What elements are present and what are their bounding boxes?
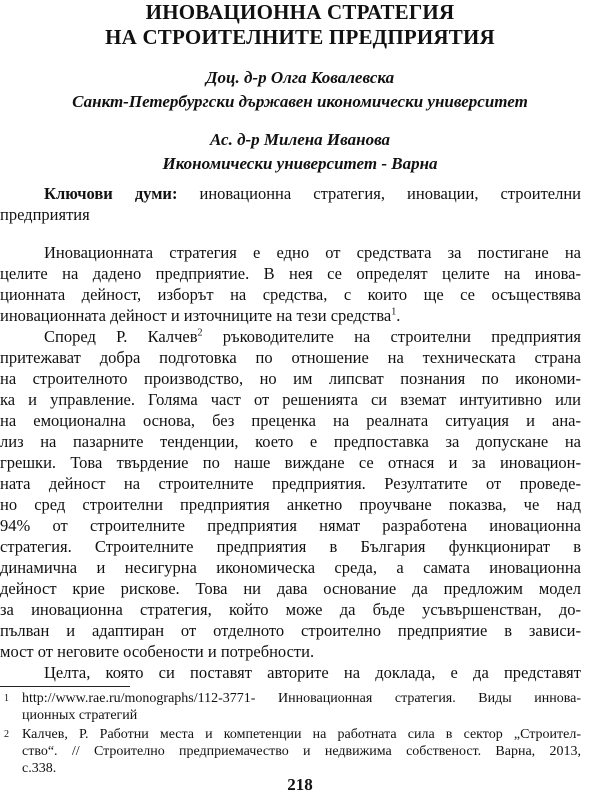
title-line-2: НА СТРОИТЕЛНИТЕ ПРЕДПРИЯТИЯ [105, 25, 495, 49]
footnote-ref-2: 2 [197, 327, 203, 339]
footnote-2-line: с.338. [22, 761, 57, 776]
paragraph1-line: Иновационната стратегия е едно от средствата за постигане на [44, 243, 581, 262]
keywords-label: Ключови думи: [44, 184, 178, 203]
author-2-affiliation: Икономически университет - Варна [162, 154, 438, 173]
paragraph2-first-line [0, 326, 581, 347]
paragraph2-line: но сред строителни предприятия анкетно проучване показва, че над [0, 495, 581, 514]
keywords-line-2: предприятия [0, 205, 90, 224]
paragraph2-line-last: мост от неговите особености и потребности. [0, 642, 315, 661]
paragraph2-line: на емоционална основа, без преценка на реалната ситуация и ана- [0, 411, 581, 430]
paragraph2-line: ка и управление. Голяма част от решенията си вземат интуитивно или [0, 390, 581, 409]
paragraph2-start: Според Р. Калчев [44, 327, 198, 346]
paragraph2-line1-rest: ръководителите на строителни предприятия [202, 327, 581, 346]
author-1-affiliation: Санкт-Петербургски държавен икономически университет [72, 92, 528, 111]
title-line-1: ИНОВАЦИОННА СТРАТЕГИЯ [145, 0, 455, 24]
footnote-1-line: http://www.rae.ru/monographs/112-3771- Инновационная стратегия. Виды иннова- [22, 691, 581, 706]
footnote-ref-1: 1 [391, 306, 397, 318]
paragraph2-line: на строителното производство, но им липсват познания по икономи- [0, 369, 581, 388]
page-number: 218 [287, 775, 313, 794]
paragraph2-line: пълван и адаптиран от отделното строително предприятие в зависи- [0, 621, 581, 640]
paragraph1-line-last [0, 305, 581, 326]
paragraph2-line: ната дейност на строителните предприятия. Резултатите от проведе- [0, 474, 581, 493]
paragraph2-line: грешки. Това твърдение по наше виждане се отнася и за иновацион- [0, 453, 581, 472]
paragraph1-line: ционната дейност, изборът на средства, с които ще се осъществява [0, 285, 581, 304]
keywords-line [0, 183, 581, 204]
paragraph2-line: 94% от строителните предприятия нямат разработена иновационна [0, 516, 581, 535]
footnote-separator [0, 686, 130, 687]
footnote-2-line: Калчев, Р. Работни места и компетенции на работната сила в сектор „Строител- [22, 727, 581, 742]
paragraph1-line: целите на дадено предприятие. В нея се определят целите на инова- [0, 264, 581, 283]
paragraph2-line: стратегия. Строителните предприятия в България функционират в [0, 537, 581, 556]
footnote-2-mark: 2 [4, 729, 9, 740]
author-2-name: Ас. д-р Милена Иванова [209, 130, 391, 149]
footnote-1-mark: 1 [4, 693, 9, 704]
paragraph1-text: иновационната дейност и източниците на тези средства [0, 306, 392, 325]
paragraph2-line: лиз на пазарните тенденции, което е предпоставка за допускане на [0, 432, 581, 451]
paragraph2-line: за иновационна стратегия, който може да бъде усъвършенстван, до- [0, 600, 581, 619]
author-1-name: Доц. д-р Олга Ковалевска [205, 68, 395, 87]
paragraph1-period: . [396, 306, 401, 325]
footnote-1-line: ционных стратегий [22, 708, 138, 723]
paragraph2-line: динамична и несигурна икономическа среда, а самата иновационна [0, 558, 581, 577]
paragraph2-line: притежават добра подготовка по отношение на техническата страна [0, 348, 581, 367]
footnote-2-line: ство“. // Строително предприемачество и недвижима собственост. Варна, 2013, [22, 744, 581, 759]
keywords-text: иновационна стратегия, иновации, строителни [199, 184, 581, 203]
paragraph3-line: Целта, която си поставят авторите на доклада, е да представят [44, 663, 581, 682]
paragraph2-line: дейност крие рискове. Това ни дава основание да предложим модел [0, 579, 581, 598]
